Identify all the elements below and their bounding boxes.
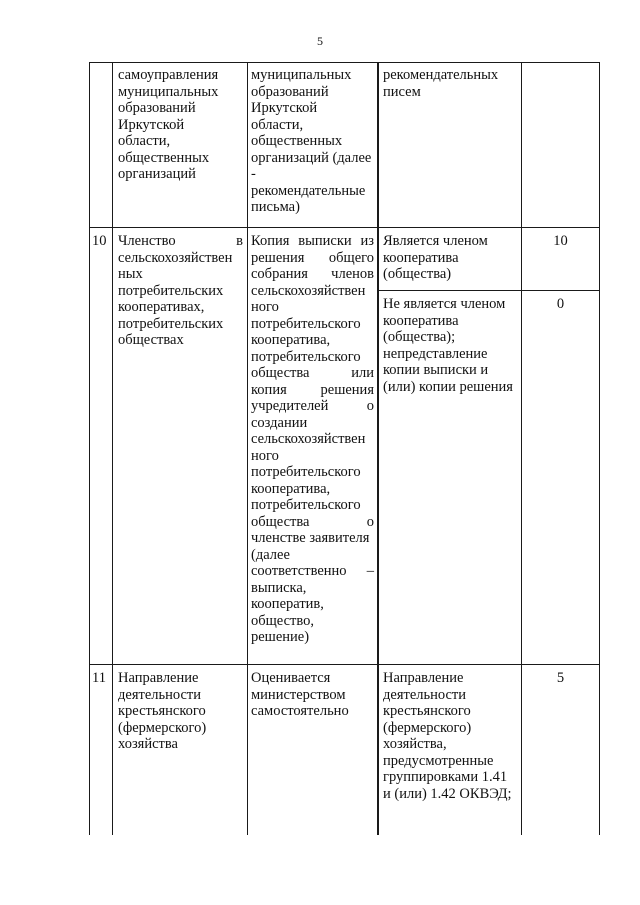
text-line: потребительского bbox=[251, 315, 361, 332]
row10-number: 10 bbox=[92, 233, 107, 249]
text-line: организаций bbox=[118, 166, 196, 182]
text-line: области, bbox=[118, 133, 171, 149]
text-line: Оценивается bbox=[251, 670, 331, 686]
row10-option-1-cell bbox=[383, 233, 488, 283]
text-line: крестьянского bbox=[118, 703, 206, 719]
row10-option-2-cell bbox=[383, 296, 513, 395]
row10-option-1-score: 10 bbox=[553, 233, 568, 249]
text-line: рекомендательных bbox=[383, 67, 499, 83]
text-line: потребительских bbox=[118, 315, 224, 332]
text-line: потребительского bbox=[251, 348, 361, 365]
cont-option-cell bbox=[383, 67, 498, 100]
text-line: членстве заявителя bbox=[251, 530, 370, 546]
text-line: самоуправления bbox=[118, 67, 219, 83]
text-line: хозяйства bbox=[118, 736, 178, 752]
text-line: организаций (далее bbox=[251, 149, 372, 166]
text-line: (далее bbox=[251, 546, 290, 563]
text-word: Членство bbox=[118, 233, 176, 249]
text-line: муниципальных bbox=[118, 83, 219, 100]
text-line: (фермерского) bbox=[118, 719, 207, 736]
cont-criterion-cell bbox=[118, 67, 218, 183]
text-line: Иркутской bbox=[118, 116, 185, 133]
text-line: ного bbox=[251, 447, 279, 464]
text-line: области, bbox=[251, 116, 304, 133]
text-line: крестьянского bbox=[383, 703, 471, 719]
text-line: группировками 1.41 bbox=[383, 769, 508, 785]
text-line: сельскохозяйствен bbox=[251, 282, 366, 299]
text-line: потребительского bbox=[251, 497, 361, 513]
row11-number: 11 bbox=[92, 670, 106, 686]
text-line: общества или bbox=[251, 365, 374, 381]
text-line: сельскохозяйствен bbox=[251, 431, 366, 447]
text-word: в bbox=[236, 233, 243, 249]
text-line: решения общего bbox=[251, 249, 374, 266]
row11-score: 5 bbox=[556, 670, 565, 686]
text-line: Не является членом bbox=[383, 296, 506, 312]
text-line: кооперативах, bbox=[118, 299, 205, 315]
text-line: ных bbox=[118, 266, 143, 282]
row10-document-cell bbox=[251, 233, 374, 646]
text-line: потребительских bbox=[118, 282, 224, 299]
text-line: общества о bbox=[251, 513, 374, 530]
text-line: кооператива, bbox=[251, 332, 331, 348]
text-line: учредителей о bbox=[251, 398, 374, 414]
row10-criterion-cell bbox=[118, 233, 243, 349]
text-line: кооператива bbox=[383, 249, 459, 266]
text-line: (общества); bbox=[383, 329, 456, 345]
text-line: Направление bbox=[383, 670, 464, 686]
text-line: ного bbox=[251, 299, 279, 315]
text-line: кооператив, bbox=[251, 596, 324, 612]
text-line: министерством bbox=[251, 686, 346, 703]
text-line: предусмотренные bbox=[383, 752, 494, 769]
text-line: копия решения bbox=[251, 381, 374, 398]
text-line: муниципальных bbox=[251, 67, 352, 83]
text-line: Иркутской bbox=[251, 100, 318, 116]
text-line: общественных bbox=[118, 149, 210, 166]
text-line: писем bbox=[383, 83, 421, 100]
row10-option-2-score: 0 bbox=[556, 296, 565, 312]
text-line: соответственно – bbox=[251, 563, 374, 579]
text-line: общественных bbox=[251, 133, 343, 149]
text-line: собрания членов bbox=[251, 266, 374, 282]
text-line: непредставление bbox=[383, 345, 488, 362]
text-line: рекомендательные bbox=[251, 182, 366, 199]
text-line: сельскохозяйствен bbox=[118, 249, 233, 266]
cont-document-cell bbox=[251, 67, 371, 216]
row11-document-cell bbox=[251, 670, 349, 720]
text-line: копии выписки и bbox=[383, 362, 489, 378]
text-line: хозяйства, bbox=[383, 736, 447, 752]
page-number: 5 bbox=[317, 34, 323, 48]
text-line: (фермерского) bbox=[383, 719, 472, 736]
text-line: - bbox=[251, 166, 256, 182]
text-line: и (или) 1.42 ОКВЭД; bbox=[383, 785, 512, 802]
row11-criterion-cell bbox=[118, 670, 206, 753]
text-line: потребительского bbox=[251, 464, 361, 480]
row11-option-cell bbox=[383, 670, 512, 802]
text-line: письма) bbox=[251, 199, 300, 215]
text-line: Является членом bbox=[383, 233, 488, 249]
text-line: (или) копии решения bbox=[383, 378, 513, 395]
text-line: решение) bbox=[251, 629, 310, 645]
text-line: самостоятельно bbox=[251, 703, 349, 719]
text-line: деятельности bbox=[118, 686, 202, 703]
text-line: выписка, bbox=[251, 579, 307, 596]
text-line bbox=[118, 233, 243, 250]
text-line: кооператива bbox=[383, 312, 459, 329]
text-line: обществах bbox=[118, 332, 184, 348]
text-line: образований bbox=[251, 83, 329, 100]
text-line: (общества) bbox=[383, 266, 452, 282]
text-line: образований bbox=[118, 100, 196, 116]
text-line: Направление bbox=[118, 670, 199, 686]
text-line: создании bbox=[251, 414, 308, 431]
text-line: общество, bbox=[251, 612, 314, 629]
text-line: деятельности bbox=[383, 686, 467, 703]
text-line: кооператива, bbox=[251, 480, 331, 497]
text-line: Копия выписки из bbox=[251, 233, 374, 249]
